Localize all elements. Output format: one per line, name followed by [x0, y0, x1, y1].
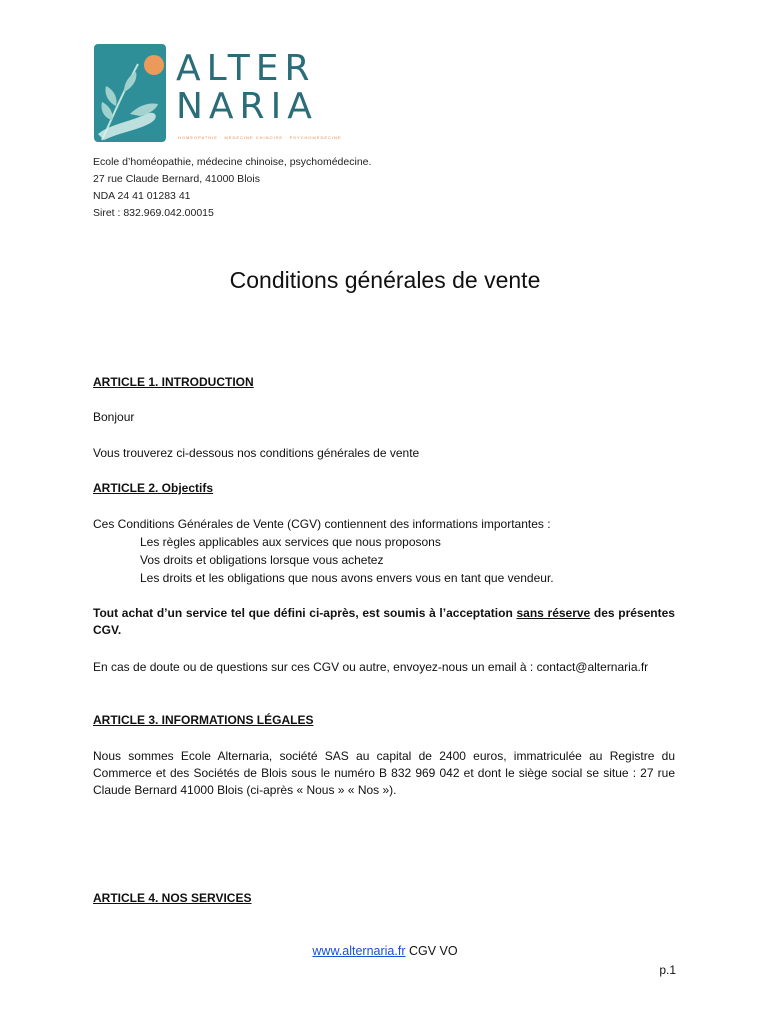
- article-4-heading: ARTICLE 4. NOS SERVICES: [93, 891, 252, 905]
- logo-emblem: [94, 44, 166, 142]
- school-address: 27 rue Claude Bernard, 41000 Blois: [93, 173, 260, 185]
- document-title: Conditions générales de vente: [229, 267, 541, 293]
- article-2-heading: ARTICLE 2. Objectifs: [93, 481, 214, 495]
- legal-info-paragraph: Nous sommes Ecole Alternaria, société SAS au capital de 2400 euros, immatriculée au Registre du Commerce et des Sociétés de Blois sous le numéro B 832 969 042 et dont le siège social se situe : 27 rue Claude Bernard 41000 Blois (ci-après « Nous » « Nos »).: [93, 749, 675, 797]
- article-1-text: Vous trouverez ci-dessous nos conditions générales de vente: [93, 446, 420, 460]
- article-1-greeting: Bonjour: [93, 410, 135, 424]
- school-description: Ecole d’homéopathie, médecine chinoise, psychomédecine.: [93, 156, 372, 168]
- article-1-heading: ARTICLE 1. INTRODUCTION: [93, 375, 254, 389]
- school-info: [93, 154, 371, 222]
- contact-paragraph: En cas de doute ou de questions sur ces CGV ou autre, envoyez-nous un email à : contact@alternaria.fr: [93, 660, 649, 674]
- page-number: p.1: [659, 963, 676, 977]
- article-3-heading: ARTICLE 3. INFORMATIONS LÉGALES: [93, 713, 314, 727]
- sans-reserve-emphasis: sans réserve: [516, 606, 591, 620]
- logo-tagline: HOMÉOPATHIE · MÉDECINE CHINOISE · PSYCHOMÉDECINE: [178, 135, 342, 140]
- list-item: Vos droits et obligations lorsque vous achetez: [140, 553, 384, 567]
- alternaria-logo: [94, 44, 342, 144]
- article-2-intro: Ces Conditions Générales de Vente (CGV) contiennent des informations importantes :: [93, 517, 551, 531]
- website-link[interactable]: www.alternaria.fr: [312, 944, 406, 958]
- acceptance-notice: Tout achat d’un service tel que défini ci-après, est soumis à l’acceptation sans réserve des présentes CGV.: [93, 606, 675, 637]
- list-item: Les règles applicables aux services que nous proposons: [140, 535, 441, 549]
- page-footer: [0, 944, 770, 958]
- logo-wordmark: ALTER NARIA: [176, 48, 318, 127]
- sun-icon: [144, 55, 164, 75]
- footer-suffix: CGV VO: [405, 944, 458, 958]
- school-siret: Siret : 832.969.042.00015: [93, 207, 214, 219]
- school-nda: NDA 24 41 01283 41: [93, 190, 191, 202]
- list-item: Les droits et les obligations que nous avons envers vous en tant que vendeur.: [140, 571, 554, 585]
